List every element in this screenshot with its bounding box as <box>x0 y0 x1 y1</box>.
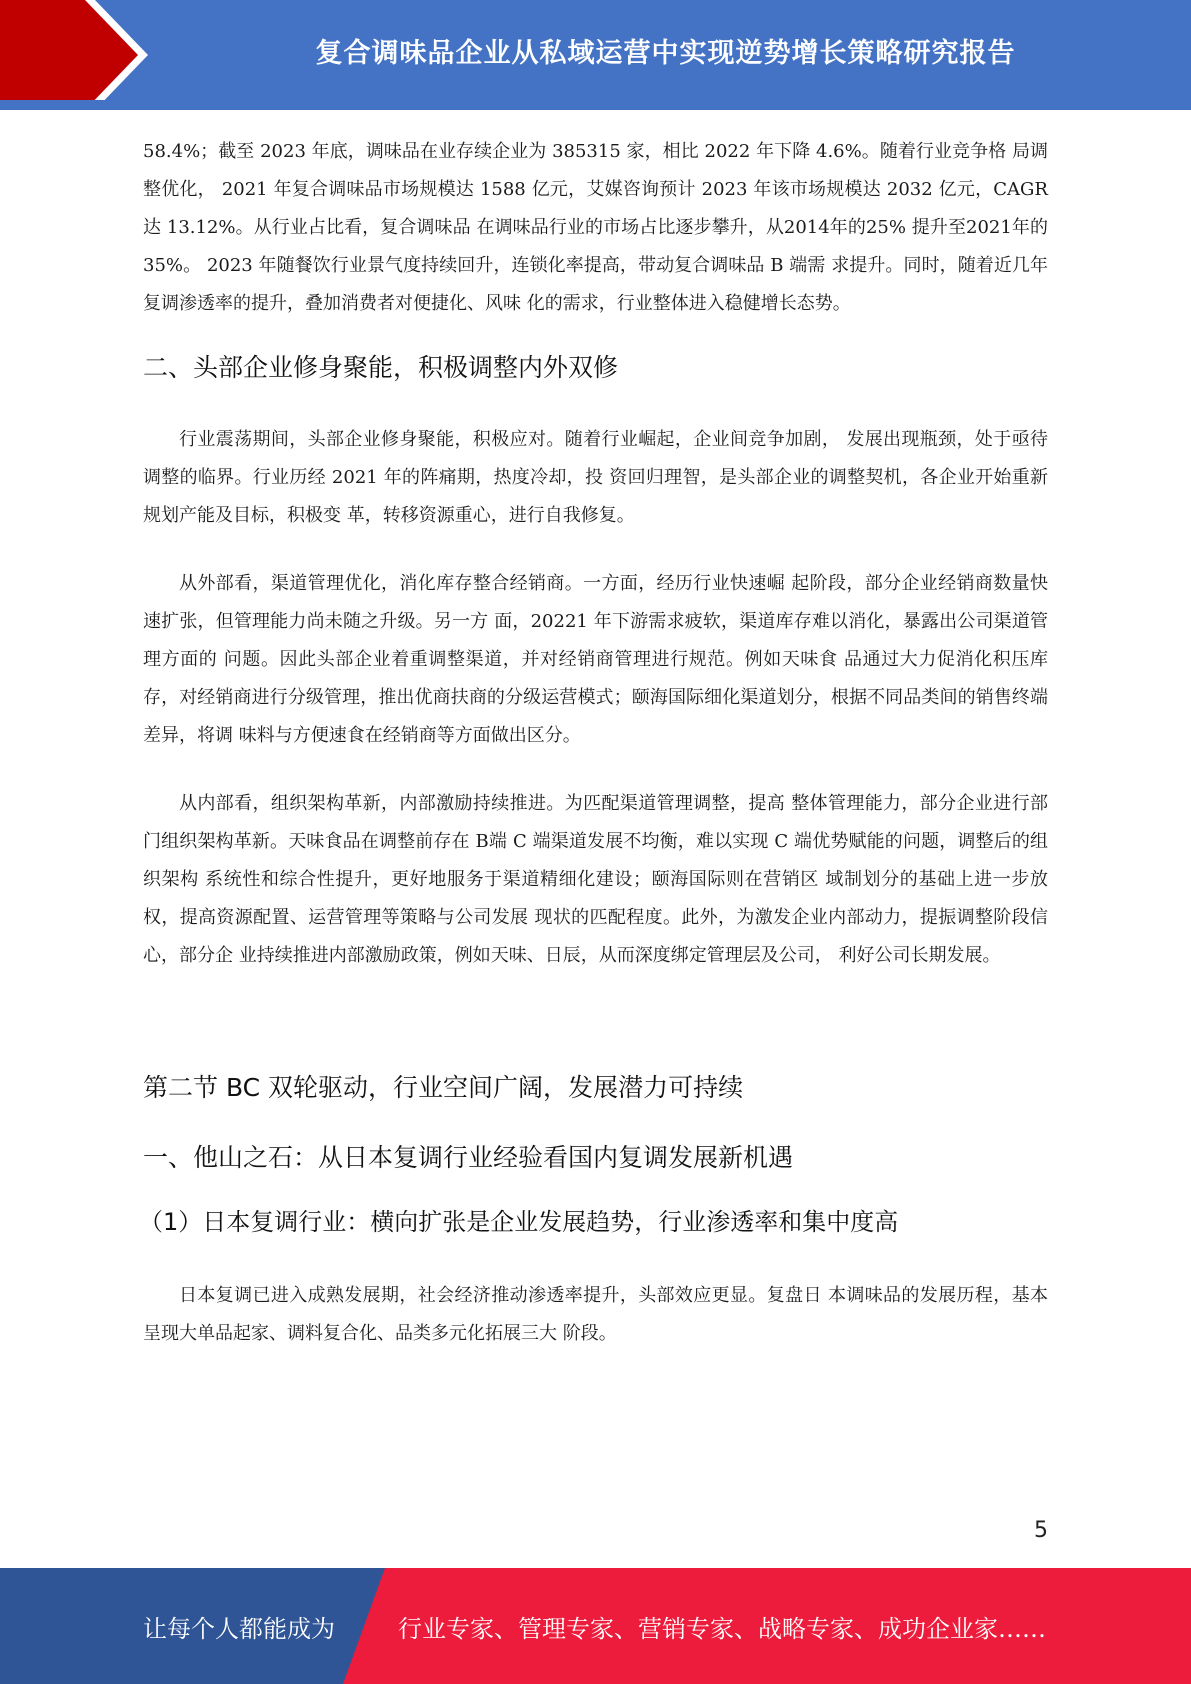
subsection-heading-japan: （1）日本复调行业：横向扩张是企业发展趋势，行业渗透率和集中度高 <box>139 1208 899 1236</box>
section-heading-two: 二、头部企业修身聚能，积极调整内外双修 <box>143 353 619 382</box>
header-chevron-icon <box>0 0 160 110</box>
paragraph-industry-adjustment: 行业震荡期间，头部企业修身聚能，积极应对。随着行业崛起，企业间竞争加剧， 发展出现瓶颈，处于亟待调整的临界。行业历经 2021 年的阵痛期，热度冷却，投 资回归理智，是头部企业的调整契机，各企业开始重新规划产能及目标，积极变 革，转移资源重心，进行自我修复。 <box>143 429 1048 526</box>
document-body <box>139 133 1048 1353</box>
page-number: 5 <box>1034 1518 1048 1543</box>
paragraph-market-size: 58.4%；截至 2023 年底，调味品在业存续企业为 385315 家，相比 2022 年下降 4.6%。随着行业竞争格 局调整优化， 2021 年复合调味品市场规模达 1588 亿元，艾媒咨询预计 2023 年该市场规模达 2032 亿元，CAGR 达 13.12%。从行业占比看，复合调味品 在调味品行业的市场占比逐步攀升，从2014年的25% 提升至2021年的35%。 2023 年随餐饮行业景气度持续回升，连锁化率提高，带动复合调味品 B 端需 求提升。同时，随着近几年复调渗透率的提升，叠加消费者对便捷化、风味 化的需求，行业整体进入稳健增长态势。 <box>143 141 1048 314</box>
page-footer <box>0 1568 1191 1684</box>
footer-slogan-right: 行业专家、管理专家、营销专家、战略专家、成功企业家…… <box>398 1614 1046 1643</box>
chapter-heading: 第二节 BC 双轮驱动，行业空间广阔，发展潜力可持续 <box>143 1073 744 1102</box>
footer-slogan-left: 让每个人都能成为 <box>143 1614 335 1643</box>
report-title: 复合调味品企业从私域运营中实现逆势增长策略研究报告 <box>315 37 1016 69</box>
subsection-heading-one: 一、他山之石：从日本复调行业经验看国内复调发展新机遇 <box>143 1143 794 1172</box>
paragraph-external-channels: 从外部看，渠道管理优化，消化库存整合经销商。一方面，经历行业快速崛 起阶段，部分企业经销商数量快速扩张，但管理能力尚未随之升级。另一方 面，20221 年下游需求疲软，渠道库存难以消化，暴露出公司渠道管理方面的 问题。因此头部企业着重调整渠道，并对经销商管理进行规范。例如天味食 品通过大力促消化积压库存，对经销商进行分级管理，推出优商扶商的分级运营模式；颐海国际细化渠道划分，根据不同品类间的销售终端差异，将调 味料与方便速食在经销商等方面做出区分。 <box>143 573 1048 746</box>
page-header <box>0 0 1191 110</box>
paragraph-japan-industry: 日本复调已进入成熟发展期，社会经济推动渗透率提升，头部效应更显。复盘日 本调味品的发展历程，基本呈现大单品起家、调料复合化、品类多元化拓展三大 阶段。 <box>143 1285 1048 1344</box>
paragraph-internal-organization: 从内部看，组织架构革新，内部激励持续推进。为匹配渠道管理调整，提高 整体管理能力，部分企业进行部门组织架构革新。天味食品在调整前存在 B端 C 端渠道发展不均衡，难以实现 C 端优势赋能的问题，调整后的组织架构 系统性和综合性提升，更好地服务于渠道精细化建设；颐海国际则在营销区 域制划分的基础上进一步放权，提高资源配置、运营管理等策略与公司发展 现状的匹配程度。此外，为激发企业内部动力，提振调整阶段信心，部分企 业持续推进内部激励政策，例如天味、日辰，从而深度绑定管理层及公司， 利好公司长期发展。 <box>143 793 1048 966</box>
